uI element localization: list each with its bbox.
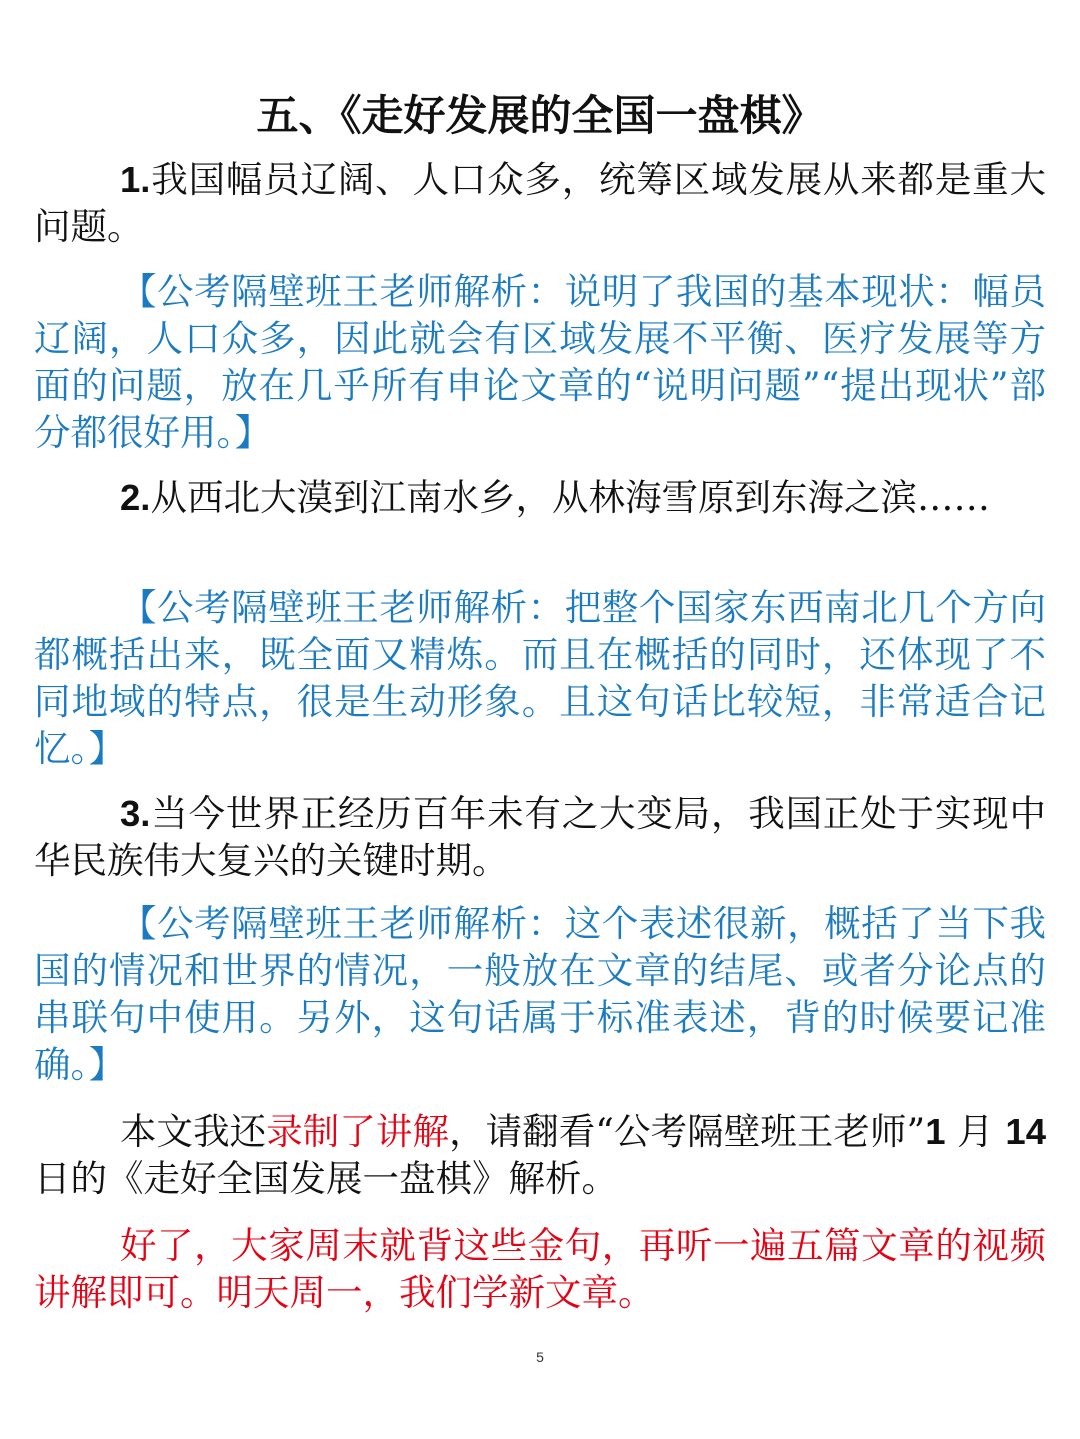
note-rest: 日的《走好全国发展一盘棋》解析。 (34, 1157, 618, 1200)
quote-1-text: 我国幅员辽阔、人口众多，统筹区域发展从来都是重大问题。 (34, 158, 1046, 248)
note-highlight: 录制了讲解 (266, 1110, 450, 1153)
page-number: 5 (536, 1349, 544, 1365)
analysis-1: 【公考隔壁班王老师解析：说明了我国的基本现状：幅员辽阔，人口众多，因此就会有区域发展不平衡、医疗发展等方面的问题，放在几乎所有申论文章的“说明问题”“提出现状”部分都很好用。】 (34, 270, 1046, 454)
recording-note (34, 1108, 1046, 1202)
analysis-3: 【公考隔壁班王老师解析：这个表述很新，概括了当下我国的情况和世界的情况，一般放在文章的结尾、或者分论点的串联句中使用。另外，这句话属于标准表述，背的时候要记准确。】 (34, 902, 1046, 1086)
note-after: ，请翻看“公考隔壁班王老师” (449, 1110, 926, 1153)
quote-1 (34, 156, 1046, 250)
page-title: 五、《走好发展的全国一盘棋》 (256, 91, 824, 140)
note-before: 本文我还 (120, 1110, 267, 1153)
note-month-label: 月 (945, 1110, 1006, 1153)
quote-2-number: 2. (120, 477, 151, 518)
quote-3-text: 当今世界正经历百年未有之大变局，我国正处于实现中华民族伟大复兴的关键时期。 (34, 792, 1046, 882)
quote-2-text: 从西北大漠到江南水乡，从林海雪原到东海之滨…… (150, 476, 990, 519)
note-month-number: 1 (925, 1111, 946, 1152)
quote-3-number: 3. (120, 793, 151, 834)
analysis-2: 【公考隔壁班王老师解析：把整个国家东西南北几个方向都概括出来，既全面又精炼。而且在概括的同时，还体现了不同地域的特点，很是生动形象。且这句话比较短，非常适合记忆。】 (34, 586, 1046, 770)
closing-remark: 好了，大家周末就背这些金句，再听一遍五篇文章的视频讲解即可。明天周一，我们学新文章。 (34, 1224, 1046, 1314)
quote-2 (34, 474, 1046, 521)
quote-1-number: 1. (120, 159, 151, 200)
note-day-number: 14 (1005, 1111, 1046, 1152)
quote-3 (34, 790, 1046, 884)
